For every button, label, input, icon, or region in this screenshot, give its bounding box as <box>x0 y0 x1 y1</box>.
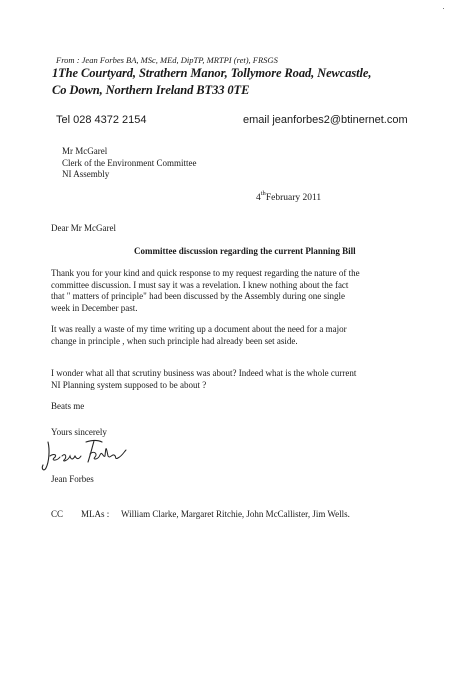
sender-credentials: From : Jean Forbes BA, MSc, MEd, DipTP, MRTPI (ret), FRSGS <box>56 55 278 65</box>
body-paragraph-3 <box>51 368 411 391</box>
date-suffix: th <box>260 190 266 197</box>
paragraph-line: NI Planning system supposed to be about ? <box>51 379 207 390</box>
recipient-block <box>62 146 196 181</box>
letter-subject: Committee discussion regarding the current Planning Bill <box>134 246 356 256</box>
cc-label: CC <box>51 509 64 519</box>
signer-name: Jean Forbes <box>51 474 94 484</box>
body-paragraph-2 <box>51 324 411 347</box>
complimentary-close: Yours sincerely <box>51 427 107 437</box>
paragraph-line: committee discussion. I must say it was a revelation. I knew nothing about the fact <box>51 279 349 290</box>
sender-address-line-2: Co Down, Northern Ireland BT33 0TE <box>52 83 250 97</box>
paragraph-line: It was really a waste of my time writing up a document about the need for a major <box>51 324 347 334</box>
body-paragraph-1 <box>51 268 411 315</box>
sender-email: email jeanforbes2@btinernet.com <box>243 114 408 126</box>
paragraph-line: that " matters of principle" had been discussed by the Assembly during one single <box>51 291 346 302</box>
scan-speck <box>443 8 444 9</box>
paragraph-line: Thank you for your kind and quick response to my request regarding the nature of the <box>51 268 360 278</box>
paragraph-line: Beats me <box>51 401 85 411</box>
paragraph-line: change in principle , when such principle had already been set aside. <box>51 335 298 346</box>
date-day: 4 <box>256 193 261 203</box>
paragraph-line: week in December past. <box>51 303 138 314</box>
date-month-year: February 2011 <box>265 193 322 203</box>
letter-date <box>256 190 321 203</box>
body-paragraph-4 <box>51 401 411 413</box>
handwritten-signature <box>40 436 130 476</box>
sender-telephone: Tel 028 4372 2154 <box>56 114 147 126</box>
salutation: Dear Mr McGarel <box>51 223 116 233</box>
recipient-name: Mr McGarel <box>62 146 108 156</box>
cc-recipients: William Clarke, Margaret Ritchie, John McCallister, Jim Wells. <box>121 509 350 519</box>
recipient-organisation: NI Assembly <box>62 169 110 179</box>
sender-address-line-1: 1The Courtyard, Strathern Manor, Tollymore Road, Newcastle, <box>52 66 372 80</box>
cc-mlas-label: MLAs : <box>81 509 110 519</box>
paragraph-line: I wonder what all that scrutiny business was about? Indeed what is the whole current <box>51 368 357 378</box>
recipient-title: Clerk of the Environment Committee <box>62 157 197 168</box>
